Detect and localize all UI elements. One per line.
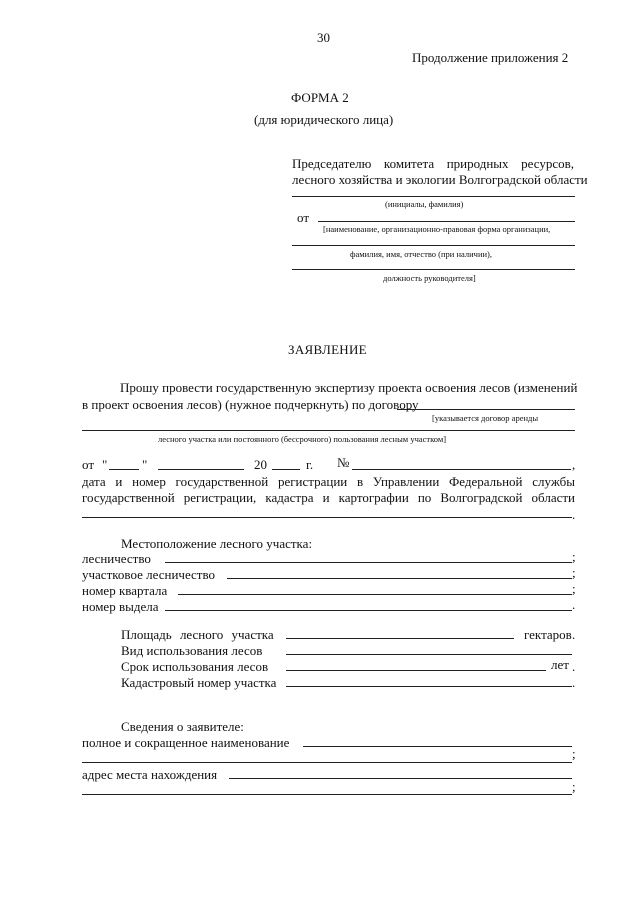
hint-contract: [указывается договор аренды bbox=[432, 413, 539, 423]
statement-title: ЗАЯВЛЕНИЕ bbox=[288, 342, 367, 357]
use-type-line[interactable] bbox=[286, 654, 572, 655]
cadastral-line[interactable] bbox=[286, 686, 572, 687]
year-prefix: 20 bbox=[254, 457, 267, 472]
hint-initials: (инициалы, фамилия) bbox=[385, 199, 464, 209]
area-unit: гектаров bbox=[524, 627, 572, 642]
district-forestry-line[interactable] bbox=[227, 578, 572, 579]
from-label: от bbox=[297, 210, 310, 225]
quarter-number-line[interactable] bbox=[178, 594, 572, 595]
forestry-line[interactable] bbox=[165, 562, 572, 563]
area-label: Площадь лесного участка bbox=[121, 627, 274, 642]
full-name-semicolon: ; bbox=[572, 746, 576, 761]
date-trailing-comma: , bbox=[572, 457, 576, 472]
applicant-heading: Сведения о заявителе: bbox=[121, 719, 244, 734]
date-quote-open: " bbox=[102, 457, 108, 472]
full-name-label: полное и сокращенное наименование bbox=[82, 735, 290, 750]
reg-extra-line[interactable] bbox=[82, 517, 572, 518]
number-sign: № bbox=[337, 455, 350, 470]
term-period: . bbox=[572, 659, 576, 674]
use-type-label: Вид использования лесов bbox=[121, 643, 263, 658]
area-period: . bbox=[572, 627, 576, 642]
date-year-line[interactable] bbox=[272, 469, 300, 470]
addressee-name-line[interactable] bbox=[292, 245, 575, 246]
district-forestry-label: участковое лесничество bbox=[82, 567, 216, 582]
date-day-line[interactable] bbox=[109, 469, 139, 470]
allotment-number-line[interactable] bbox=[165, 610, 572, 611]
form-title: ФОРМА 2 bbox=[291, 90, 349, 105]
continuation-note: Продолжение приложения 2 bbox=[412, 50, 569, 65]
location-heading: Местоположение лесного участка: bbox=[121, 536, 313, 551]
hint-name: фамилия, имя, отчество (при наличии), bbox=[350, 249, 492, 259]
year-suffix: г. bbox=[306, 457, 314, 472]
full-name-line[interactable] bbox=[303, 746, 572, 747]
term-unit: лет bbox=[551, 657, 569, 672]
reg-period: . bbox=[572, 507, 576, 522]
hint-org: [наименование, организационно-правовая форма организации, bbox=[323, 224, 551, 234]
addressee-line1: Председателю комитета природных ресурсов, bbox=[292, 156, 574, 171]
date-month-line[interactable] bbox=[158, 469, 244, 470]
forestry-semicolon: ; bbox=[572, 549, 576, 564]
hint-position: должность руководителя] bbox=[383, 273, 476, 283]
addressee-position-line[interactable] bbox=[292, 269, 575, 270]
reg-line1: дата и номер государственной регистрации в Управлении Федеральной службы bbox=[82, 474, 575, 489]
address-semicolon: ; bbox=[572, 779, 576, 794]
allotment-period: . bbox=[572, 597, 576, 612]
addressee-org-line[interactable] bbox=[318, 221, 575, 222]
request-line2: в проект освоения лесов) (нужное подчеркнуть) по договору bbox=[82, 397, 419, 412]
request-line1: Прошу провести государственную экспертизу проекта освоения лесов (изменений bbox=[120, 380, 578, 395]
allotment-number-label: номер выдела bbox=[82, 599, 159, 614]
contract-line[interactable] bbox=[397, 409, 575, 410]
address-label: адрес места нахождения bbox=[82, 767, 218, 782]
quarter-number-label: номер квартала bbox=[82, 583, 168, 598]
contract-line-2[interactable] bbox=[82, 430, 575, 431]
forestry-label: лесничество bbox=[82, 551, 151, 566]
date-quote-close: " bbox=[142, 457, 148, 472]
address-line-2[interactable] bbox=[82, 794, 572, 795]
hint-contract-2: лесного участка или постоянного (бессрочного) пользования лесным участком] bbox=[158, 434, 447, 444]
page-number: 30 bbox=[317, 30, 330, 45]
addressee-line2: лесного хозяйства и экологии Волгоградской области bbox=[292, 172, 588, 187]
reg-number-line[interactable] bbox=[352, 469, 571, 470]
full-name-line-2[interactable] bbox=[82, 762, 572, 763]
area-line[interactable] bbox=[286, 638, 514, 639]
use-term-label: Срок использования лесов bbox=[121, 659, 269, 674]
form-subtitle: (для юридического лица) bbox=[254, 112, 394, 127]
address-line[interactable] bbox=[229, 778, 572, 779]
cadastral-period: . bbox=[572, 675, 576, 690]
district-forestry-semicolon: ; bbox=[572, 565, 576, 580]
reg-line2: государственной регистрации, кадастра и картографии по Волгоградской области bbox=[82, 490, 575, 505]
date-from-label: от bbox=[82, 457, 95, 472]
quarter-semicolon: ; bbox=[572, 581, 576, 596]
use-term-line[interactable] bbox=[286, 670, 546, 671]
cadastral-label: Кадастровый номер участка bbox=[121, 675, 277, 690]
addressee-initials-line[interactable] bbox=[292, 196, 575, 197]
